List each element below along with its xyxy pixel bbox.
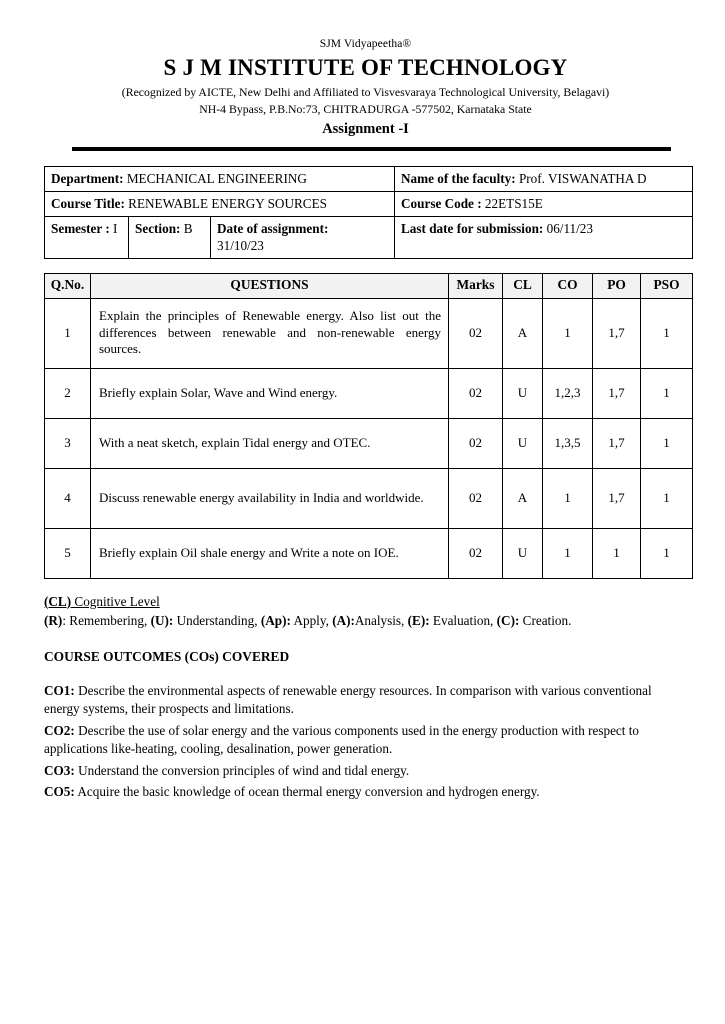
cell-marks: 02 [449,368,503,418]
trust-name: SJM Vidyapeetha® [319,38,412,50]
cell-marks: 02 [449,528,503,578]
column-header-pso: PSO [641,274,693,299]
cell-question: Discuss renewable energy availability in India and worldwide. [91,468,449,528]
last-date-label: Last date for submission: [401,221,544,236]
table-row [45,418,693,468]
legend-meaning-u: Understanding, [176,612,261,628]
table-row [45,468,693,528]
legend-code-r: (R) [44,612,63,628]
cell-pso: 1 [641,528,693,578]
list-item [44,762,687,781]
column-header-po: PO [593,274,641,299]
legend-code-u: (U): [150,612,174,628]
table-row [45,167,693,192]
cell-marks: 02 [449,468,503,528]
last-date-value: 06/11/23 [543,221,593,236]
cell-co: 1 [543,468,593,528]
faculty-cell [395,167,693,192]
course-outcomes-heading: COURSE OUTCOMES (COs) COVERED [44,648,290,664]
legend-meaning-e: Evaluation, [432,612,497,628]
department-label: Department: [51,171,124,186]
legend-code-c: (C): [496,612,520,628]
cell-co: 1 [543,298,593,368]
column-header-qno: Q.No. [45,274,91,299]
cell-qno: 2 [45,368,91,418]
semester-value: I [109,221,118,236]
department-value: MECHANICAL ENGINEERING [123,171,307,186]
semester-cell [45,217,129,259]
cell-question: With a neat sketch, explain Tidal energy and OTEC. [91,418,449,468]
section-label: Section: [135,221,181,236]
cell-po: 1,7 [593,368,641,418]
faculty-label: Name of the faculty: [401,171,516,186]
cell-po: 1,7 [593,298,641,368]
cell-cl: A [503,468,543,528]
table-row [45,368,693,418]
semester-label: Semester : [51,221,110,236]
cell-cl: U [503,528,543,578]
assignment-title: Assignment -I [322,121,409,137]
cell-co: 1,2,3 [543,368,593,418]
cell-cl: U [503,368,543,418]
cell-pso: 1 [641,298,693,368]
letterhead [44,36,687,139]
section-cell [129,217,211,259]
cell-pso: 1 [641,418,693,468]
questions-table-header-row [45,274,693,299]
column-header-marks: Marks [449,274,503,299]
course-info-table [44,166,693,259]
co-text: Describe the environmental aspects of renewable energy resources. In comparison with various conventional energy systems, their prospects and limitations. [44,682,652,716]
course-title-label: Course Title: [51,196,125,211]
legend-code-a: (A): [332,612,355,628]
course-title-cell [45,192,395,217]
cell-qno: 5 [45,528,91,578]
cell-po: 1,7 [593,418,641,468]
table-row [45,217,693,259]
cell-qno: 1 [45,298,91,368]
legend-code-ap: (Ap): [260,612,291,628]
accreditation-line: (Recognized by AICTE, New Delhi and Affiliated to Visvesvaraya Technological University, Belagavi) [121,85,610,99]
legend-sep-r: : [62,612,70,628]
legend-meaning-a: Analysis, [354,612,408,628]
course-title-value: RENEWABLE ENERGY SOURCES [124,196,327,211]
cell-po: 1 [593,528,641,578]
cell-pso: 1 [641,368,693,418]
course-code-cell [395,192,693,217]
course-code-label: Course Code : [401,196,482,211]
course-outcomes-list [44,682,687,802]
cl-expansion: Cognitive Level [71,593,160,609]
legend-meaning-r: Remembering, [69,612,151,628]
cell-qno: 3 [45,418,91,468]
date-of-assignment-cell [211,217,395,259]
institute-address: NH-4 Bypass, P.B.No:73, CHITRADURGA -577502, Karnataka State [199,102,532,116]
list-item [44,682,687,719]
cell-cl: A [503,298,543,368]
cell-question: Explain the principles of Renewable energy. Also list out the differences between renewable and non-renewable energy sources. [91,298,449,368]
legend-meaning-c: Creation. [522,612,572,628]
last-date-cell [395,217,693,259]
co-text: Describe the use of solar energy and the various components used in the energy production with respect to applications like-heating, cooling, desalination, power generation. [44,722,640,756]
department-cell [45,167,395,192]
co-code: CO5: [44,784,75,799]
cell-po: 1,7 [593,468,641,528]
co-code: CO3: [44,762,75,778]
co-code: CO2: [44,722,75,738]
institute-name: S J M INSTITUTE OF TECHNOLOGY [163,55,568,80]
co-code: CO1: [44,682,75,698]
table-row [45,192,693,217]
cell-pso: 1 [641,468,693,528]
legend-meaning-ap: Apply, [293,612,333,628]
cell-marks: 02 [449,418,503,468]
cognitive-level-legend [44,592,687,630]
questions-table [44,273,693,579]
column-header-cl: CL [503,274,543,299]
legend-code-e: (E): [407,612,430,628]
list-item [44,722,687,759]
co-text: Acquire the basic knowledge of ocean thermal energy conversion and hydrogen energy. [74,784,540,799]
date-of-assignment-value: 31/10/23 [217,238,264,253]
cell-co: 1,3,5 [543,418,593,468]
date-of-assignment-label: Date of assignment: [217,221,329,236]
column-header-co: CO [543,274,593,299]
cell-question: Briefly explain Oil shale energy and Write a note on IOE. [91,528,449,578]
cl-title-line [44,592,687,611]
table-row [45,298,693,368]
column-header-questions: QUESTIONS [91,274,449,299]
cell-co: 1 [543,528,593,578]
list-item [44,783,687,802]
co-text: Understand the conversion principles of wind and tidal energy. [74,762,410,778]
cell-marks: 02 [449,298,503,368]
cell-cl: U [503,418,543,468]
section-value: B [180,221,193,236]
course-code-value: 22ETS15E [481,196,543,211]
cl-legend-line [44,611,687,630]
cell-qno: 4 [45,468,91,528]
cl-abbrev: (CL) [44,593,72,609]
table-row [45,528,693,578]
faculty-value: Prof. VISWANATHA D [515,171,647,186]
header-divider-rule [72,147,671,151]
cell-question: Briefly explain Solar, Wave and Wind energy. [91,368,449,418]
